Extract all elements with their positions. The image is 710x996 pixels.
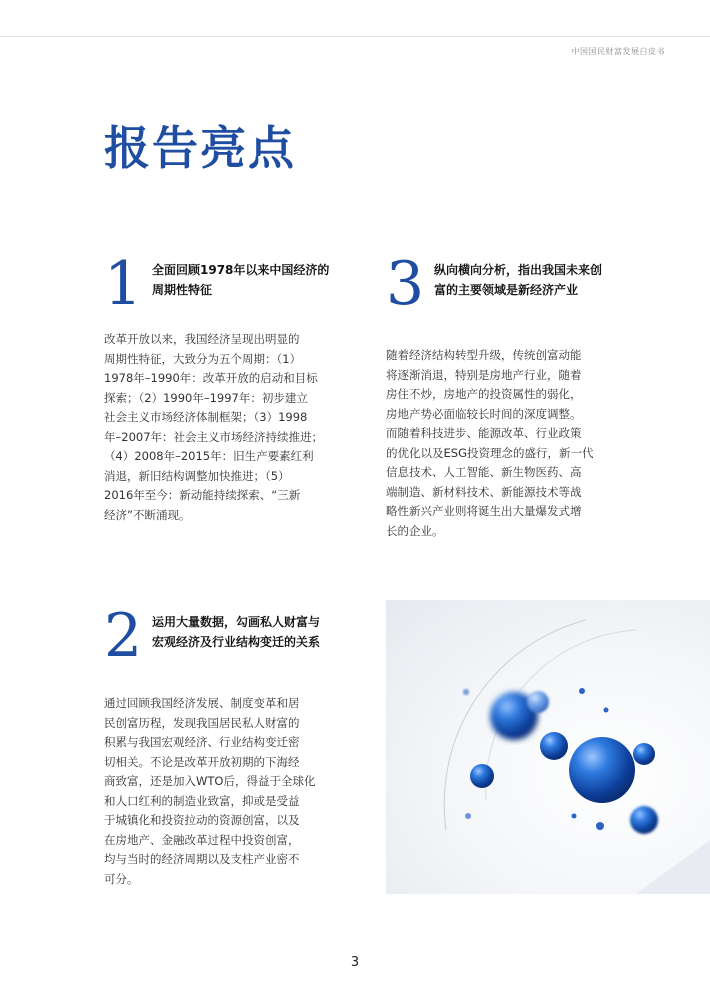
section-1-body: 改革开放以来，我国经济呈现出明显的 周期性特征，大致分为五个周期：（1） 1978年–1990年：改革开放的启动和目标 探索；（2）1990年–1997年：初步建立 社会主义市场经济体制框架；（3）1998 年–2007年：社会主义市场经济持续推进； （4）2008年–2015年：旧生产要素红利 消退，新旧结构调整加快推进；（5） 2016年至今：新动能持续探索、“三新 经济”不断涌现。 [104, 332, 324, 522]
sphere [540, 732, 568, 760]
header-divider [0, 36, 710, 37]
sphere [579, 688, 585, 694]
sphere [527, 691, 549, 713]
sphere [572, 814, 577, 819]
section-2-title: 运用大量数据，勾画私人财富与 宏观经济及行业结构变迁的关系 [152, 615, 321, 649]
sphere [596, 822, 604, 830]
section-2-body: 通过回顾我国经济发展、制度变革和居 民创富历程，发现我国居民私人财富的 积累与我国宏观经济、行业结构变迁密 切相关。不论是改革开放初期的下海经 商致富，还是加入WTO后，得益于全球化 和人口红利的制造业致富，抑或是受益 于城镇化和投资拉动的资源创富，以及 在房地产、金融改革过程中投资创富， 均与当时的经济周期以及支柱产业密不 可分。 [104, 696, 316, 886]
spheres-graphic [386, 600, 710, 894]
sphere [463, 689, 469, 695]
section-1-title: 全面回顾1978年以来中国经济的 周期性特征 [152, 263, 330, 297]
page-title: 报告亮点 [104, 121, 296, 175]
section-2-number: 2 [104, 601, 143, 671]
section-1-number: 1 [104, 249, 143, 319]
sphere [470, 764, 494, 788]
sphere [633, 743, 655, 765]
sphere [604, 708, 609, 713]
blue-spheres-illustration [386, 600, 710, 894]
sphere [465, 813, 471, 819]
section-3-title: 纵向横向分析，指出我国未来创 富的主要领域是新经济产业 [434, 263, 603, 297]
sphere [630, 806, 658, 834]
section-3-body: 随着经济结构转型升级，传统创富动能 将逐渐消退，特别是房地产行业，随着 房住不炒，房地产的投资属性的弱化， 房地产势必面临较长时间的深度调整。 而随着科技进步、能源改革、行业政策 的优化以及ESG投资理念的盛行，新一代 信息技术、人工智能、新生物医药、高 端制造、新材料技术、新能源技术等战 略性新兴产业则将诞生出大量爆发式增 长的企业。 [386, 348, 594, 538]
section-2-heading [104, 601, 321, 671]
section-3-heading [386, 249, 603, 319]
section-3-number: 3 [386, 249, 425, 319]
sphere [569, 737, 635, 803]
glass-surface [636, 840, 710, 894]
section-1-heading [104, 249, 330, 319]
page-number: 3 [350, 955, 360, 970]
running-header: 中国国民财富发展白皮书 [571, 47, 665, 56]
